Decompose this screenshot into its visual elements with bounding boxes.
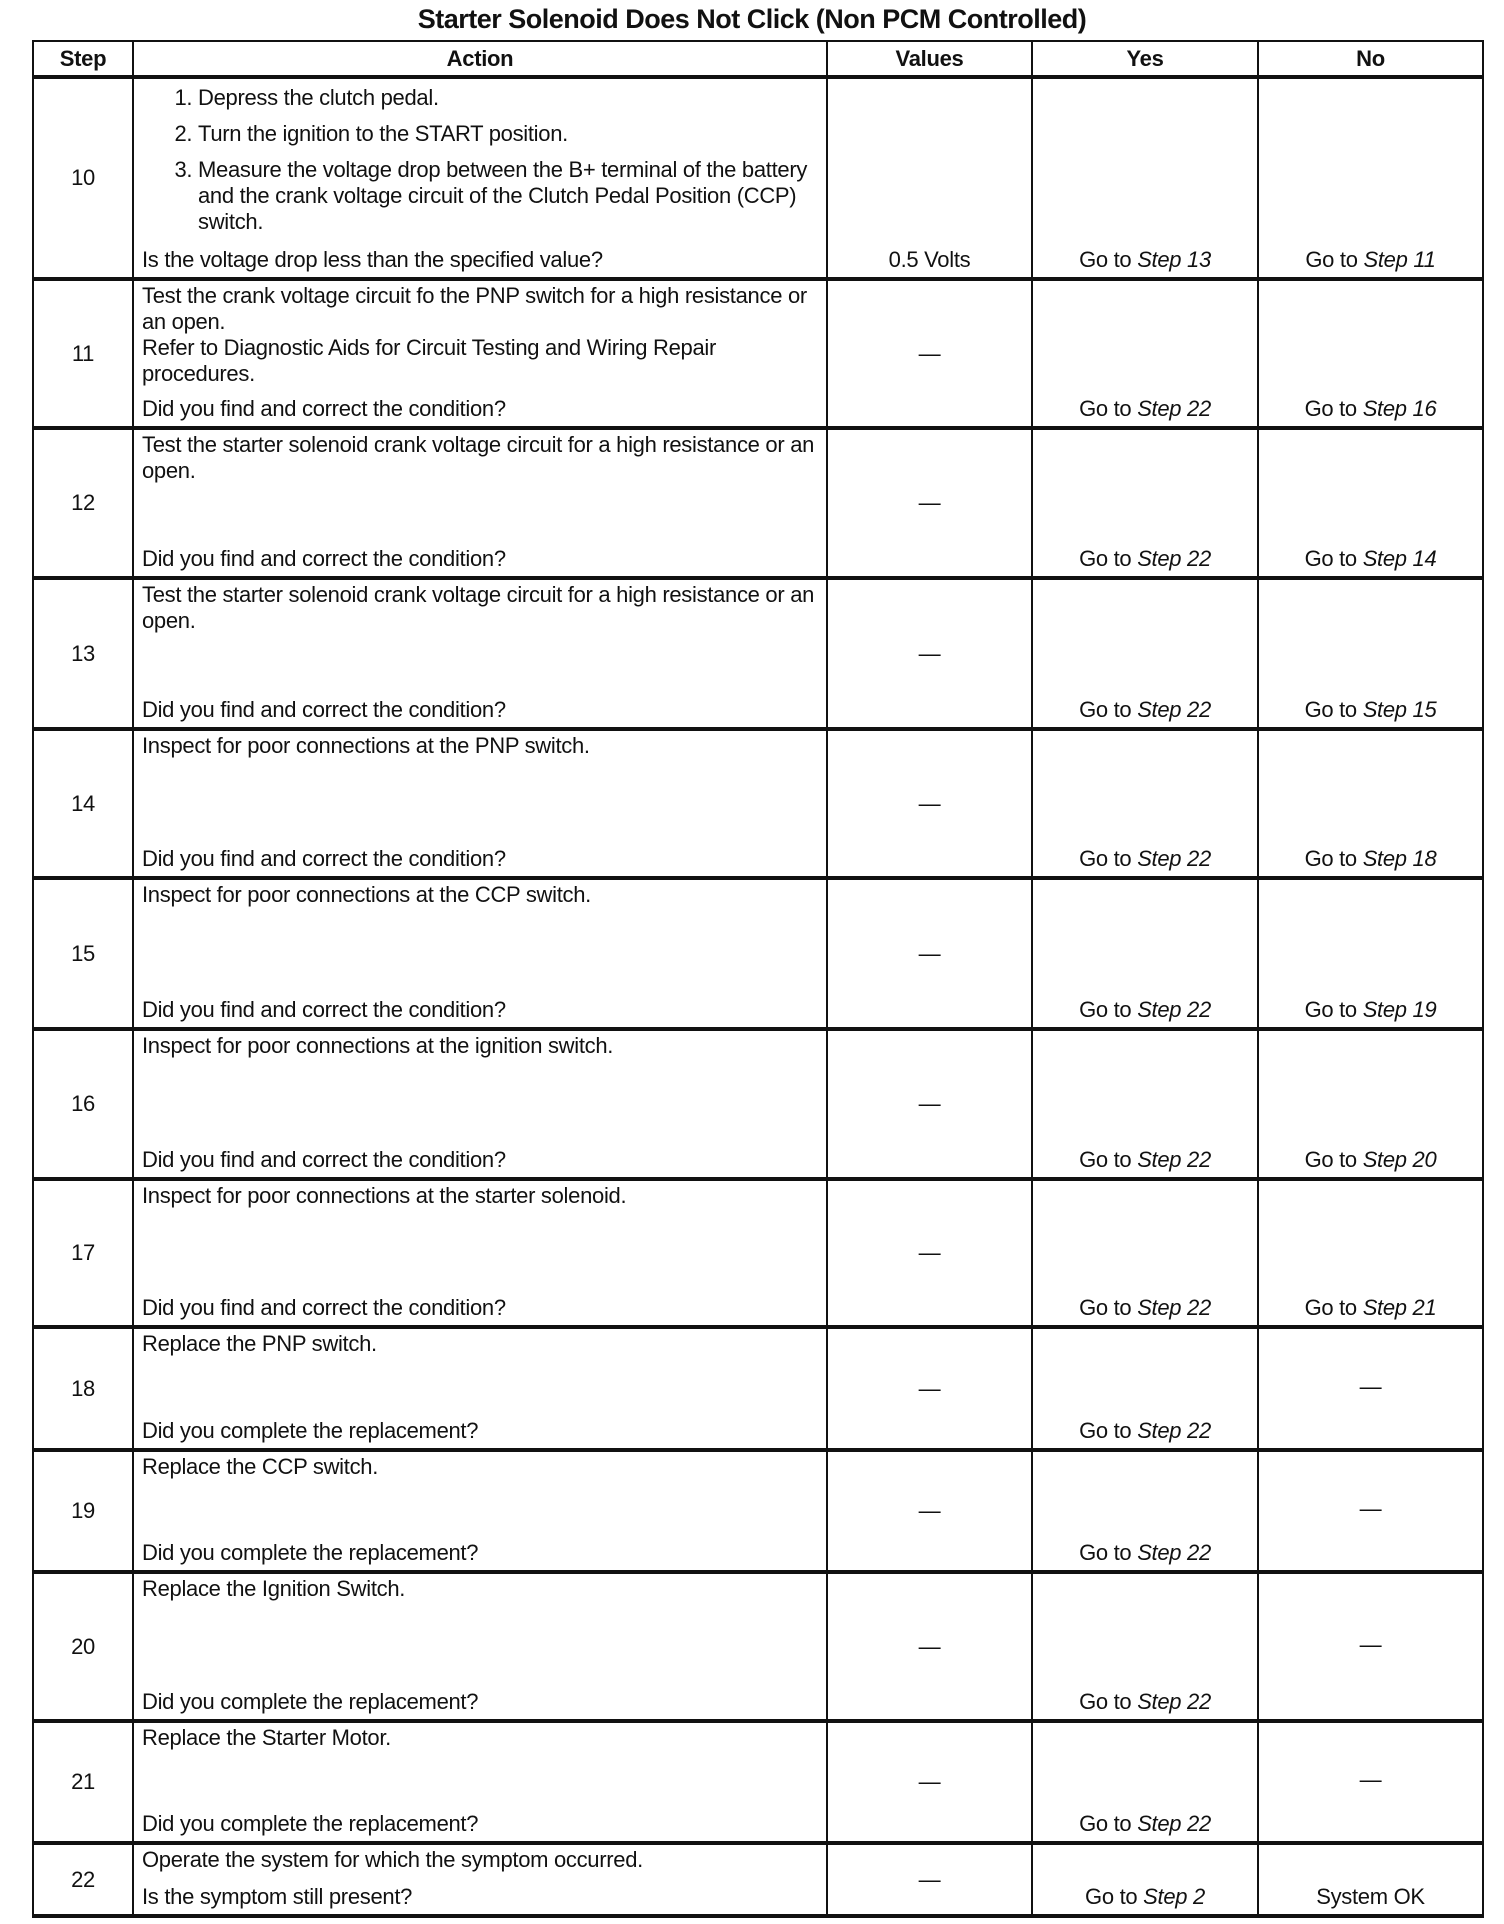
goto-step-link[interactable]: Step 13 xyxy=(1137,247,1211,272)
action-text: Replace the Ignition Switch. xyxy=(142,1576,406,1601)
action-cell xyxy=(133,1572,827,1721)
action-question: Did you find and correct the condition? xyxy=(142,697,506,722)
goto-step-link[interactable]: Step 22 xyxy=(1137,846,1211,871)
goto-prefix: Go to xyxy=(1304,846,1357,871)
no-cell xyxy=(1258,1843,1483,1916)
action-question: Did you complete the replacement? xyxy=(142,1418,479,1443)
action-cell xyxy=(133,77,827,279)
goto-step-link[interactable]: Step 22 xyxy=(1137,1540,1211,1565)
no-result: System OK xyxy=(1316,1884,1425,1909)
yes-cell xyxy=(1032,279,1258,428)
table-row xyxy=(33,1721,1483,1843)
goto-prefix: Go to xyxy=(1085,1884,1138,1909)
table-row xyxy=(33,578,1483,729)
no-cell xyxy=(1258,428,1483,578)
action-cell xyxy=(133,1179,827,1327)
goto-prefix: Go to xyxy=(1304,697,1357,722)
value-cell: — xyxy=(827,1179,1032,1327)
action-cell xyxy=(133,878,827,1029)
action-question: Did you complete the replacement? xyxy=(142,1689,479,1714)
value-cell: — xyxy=(827,428,1032,578)
table-row xyxy=(33,878,1483,1029)
value-cell: — xyxy=(827,1843,1032,1916)
step-list-item: 2. Turn the ignition to the START position. xyxy=(198,121,818,147)
goto-prefix: Go to xyxy=(1304,1295,1357,1320)
action-question: Did you complete the replacement? xyxy=(142,1540,479,1565)
yes-cell xyxy=(1032,878,1258,1029)
yes-cell xyxy=(1032,1327,1258,1450)
value-cell: — xyxy=(827,1327,1032,1450)
action-cell xyxy=(133,729,827,878)
no-result: — xyxy=(1359,1373,1382,1399)
goto-step-link[interactable]: Step 20 xyxy=(1362,1147,1437,1172)
no-cell xyxy=(1258,1029,1483,1179)
value-cell: — xyxy=(827,279,1032,428)
step-number: 22 xyxy=(33,1843,133,1916)
goto-prefix: Go to xyxy=(1079,1147,1132,1172)
action-text: Operate the system for which the symptom occurred. xyxy=(142,1847,643,1872)
action-text: Inspect for poor connections at the ignition switch. xyxy=(142,1033,614,1058)
goto-prefix: Go to xyxy=(1079,546,1132,571)
diagnostic-table xyxy=(32,40,1484,1918)
value-cell: — xyxy=(827,878,1032,1029)
yes-cell xyxy=(1032,1572,1258,1721)
table-row xyxy=(33,428,1483,578)
yes-cell xyxy=(1032,1450,1258,1572)
no-result: — xyxy=(1359,1496,1382,1521)
no-cell xyxy=(1258,729,1483,878)
action-question: Did you find and correct the condition? xyxy=(142,546,506,571)
step-number: 12 xyxy=(33,428,133,578)
table-row xyxy=(33,1179,1483,1327)
header-action: Action xyxy=(133,41,827,77)
yes-cell xyxy=(1032,1843,1258,1916)
goto-prefix: Go to xyxy=(1079,997,1132,1022)
action-text: Refer to Diagnostic Aids for Circuit Testing and Wiring Repair procedures. xyxy=(142,335,717,386)
no-cell xyxy=(1258,878,1483,1029)
table-row xyxy=(33,1029,1483,1179)
action-text: Test the starter solenoid crank voltage circuit for a high resistance or an open. xyxy=(142,582,815,633)
action-question: Did you find and correct the condition? xyxy=(142,846,506,871)
table-row xyxy=(33,1572,1483,1721)
table-row xyxy=(33,1843,1483,1916)
step-number: 20 xyxy=(33,1572,133,1721)
action-question: Did you find and correct the condition? xyxy=(142,396,506,421)
no-result: — xyxy=(1359,1631,1382,1657)
goto-prefix: Go to xyxy=(1079,1295,1132,1320)
action-text: Test the starter solenoid crank voltage circuit for a high resistance or an open. xyxy=(142,432,815,483)
step-number: 11 xyxy=(33,279,133,428)
goto-prefix: Go to xyxy=(1304,997,1357,1022)
goto-step-link[interactable]: Step 22 xyxy=(1137,697,1211,722)
goto-step-link[interactable]: Step 19 xyxy=(1362,997,1437,1022)
step-number: 18 xyxy=(33,1327,133,1450)
no-cell xyxy=(1258,1572,1483,1721)
goto-step-link[interactable]: Step 22 xyxy=(1137,396,1211,421)
value-cell: — xyxy=(827,578,1032,729)
no-cell xyxy=(1258,1721,1483,1843)
yes-cell xyxy=(1032,729,1258,878)
header-values: Values xyxy=(827,41,1032,77)
action-question: Is the symptom still present? xyxy=(142,1884,413,1909)
header-yes: Yes xyxy=(1032,41,1258,77)
goto-step-link[interactable]: Step 2 xyxy=(1143,1884,1205,1909)
goto-prefix: Go to xyxy=(1304,546,1357,571)
no-cell xyxy=(1258,1450,1483,1572)
value-cell: 0.5 Volts xyxy=(827,77,1032,279)
table-row xyxy=(33,1327,1483,1450)
action-cell xyxy=(133,1843,827,1916)
no-cell xyxy=(1258,1179,1483,1327)
goto-prefix: Go to xyxy=(1079,1689,1132,1714)
action-cell xyxy=(133,428,827,578)
no-cell xyxy=(1258,77,1483,279)
step-number: 14 xyxy=(33,729,133,878)
goto-prefix: Go to xyxy=(1079,396,1132,421)
yes-cell xyxy=(1032,1721,1258,1843)
goto-prefix: Go to xyxy=(1304,396,1357,421)
goto-prefix: Go to xyxy=(1304,1147,1357,1172)
goto-prefix: Go to xyxy=(1079,1540,1132,1565)
goto-step-link[interactable]: Step 14 xyxy=(1362,546,1437,571)
action-text: Test the crank voltage circuit fo the PNP switch for a high resistance or an open. xyxy=(142,283,807,334)
table-row xyxy=(33,279,1483,428)
step-number: 15 xyxy=(33,878,133,1029)
goto-prefix: Go to xyxy=(1079,1418,1132,1443)
no-result: — xyxy=(1359,1767,1382,1792)
header-step: Step xyxy=(33,41,133,77)
action-text: Replace the CCP switch. xyxy=(142,1454,379,1479)
step-number: 16 xyxy=(33,1029,133,1179)
yes-cell xyxy=(1032,578,1258,729)
goto-step-link[interactable]: Step 16 xyxy=(1362,396,1437,421)
action-cell xyxy=(133,1029,827,1179)
action-cell xyxy=(133,578,827,729)
goto-prefix: Go to xyxy=(1079,846,1132,871)
step-number: 10 xyxy=(33,77,133,279)
action-cell xyxy=(133,1450,827,1572)
goto-step-link[interactable]: Step 22 xyxy=(1137,997,1211,1022)
step-list xyxy=(142,85,818,241)
goto-step-link[interactable]: Step 22 xyxy=(1137,1689,1211,1714)
goto-step-link[interactable]: Step 22 xyxy=(1137,1295,1211,1320)
table-row xyxy=(33,729,1483,878)
action-cell xyxy=(133,1721,827,1843)
table-row xyxy=(33,1450,1483,1572)
no-cell xyxy=(1258,279,1483,428)
value-cell: — xyxy=(827,1450,1032,1572)
yes-cell xyxy=(1032,1179,1258,1327)
table-row xyxy=(33,77,1483,279)
action-text: Inspect for poor connections at the PNP switch. xyxy=(142,733,590,758)
yes-cell xyxy=(1032,428,1258,578)
step-list-item: 1. Depress the clutch pedal. xyxy=(198,85,818,111)
step-list-item: 3. Measure the voltage drop between the B+ terminal of the battery and the crank voltage circuit of the Clutch Pedal Position (CCP) switch. xyxy=(198,157,818,235)
goto-step-link[interactable]: Step 22 xyxy=(1137,1811,1211,1836)
yes-cell xyxy=(1032,77,1258,279)
goto-step-link[interactable]: Step 18 xyxy=(1362,846,1437,871)
action-question: Did you find and correct the condition? xyxy=(142,1295,506,1320)
action-cell xyxy=(133,279,827,428)
value-cell: — xyxy=(827,1572,1032,1721)
action-cell xyxy=(133,1327,827,1450)
action-text: Replace the PNP switch. xyxy=(142,1331,377,1356)
action-text: Inspect for poor connections at the CCP switch. xyxy=(142,882,591,907)
step-number: 13 xyxy=(33,578,133,729)
page-title: Starter Solenoid Does Not Click (Non PCM Controlled) xyxy=(417,4,1087,34)
goto-prefix: Go to xyxy=(1079,247,1132,272)
goto-step-link[interactable]: Step 11 xyxy=(1363,247,1436,272)
action-question: Did you find and correct the condition? xyxy=(142,1147,506,1172)
table-header xyxy=(33,41,1483,77)
header-no: No xyxy=(1258,41,1483,77)
step-number: 21 xyxy=(33,1721,133,1843)
goto-prefix: Go to xyxy=(1079,697,1132,722)
value-cell: — xyxy=(827,1721,1032,1843)
step-number: 17 xyxy=(33,1179,133,1327)
action-question: Did you complete the replacement? xyxy=(142,1811,479,1836)
no-cell xyxy=(1258,578,1483,729)
action-question: Is the voltage drop less than the specified value? xyxy=(142,247,603,272)
action-text: Replace the Starter Motor. xyxy=(142,1725,391,1750)
goto-step-link[interactable]: Step 22 xyxy=(1137,546,1211,571)
goto-prefix: Go to xyxy=(1305,247,1358,272)
value-cell: — xyxy=(827,729,1032,878)
action-text: Inspect for poor connections at the starter solenoid. xyxy=(142,1183,627,1208)
no-cell xyxy=(1258,1327,1483,1450)
yes-cell xyxy=(1032,1029,1258,1179)
goto-step-link[interactable]: Step 22 xyxy=(1137,1418,1211,1443)
value-cell: — xyxy=(827,1029,1032,1179)
goto-step-link[interactable]: Step 21 xyxy=(1362,1295,1437,1320)
goto-prefix: Go to xyxy=(1079,1811,1132,1836)
goto-step-link[interactable]: Step 15 xyxy=(1362,697,1437,722)
step-number: 19 xyxy=(33,1450,133,1572)
action-question: Did you find and correct the condition? xyxy=(142,997,506,1022)
goto-step-link[interactable]: Step 22 xyxy=(1137,1147,1211,1172)
